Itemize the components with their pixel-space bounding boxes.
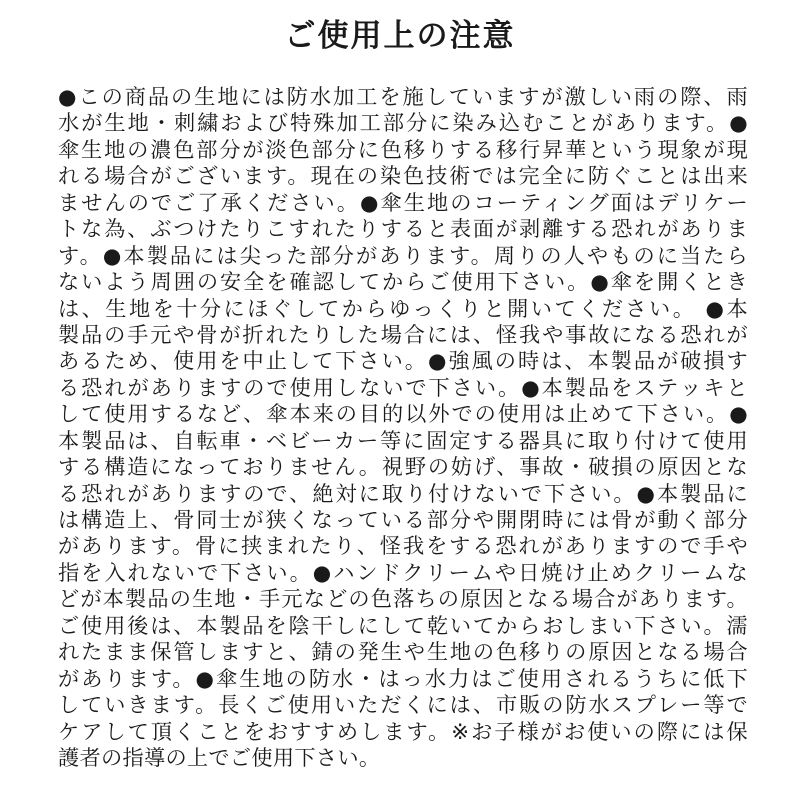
page-title: ご使用上の注意 bbox=[284, 18, 516, 54]
text-line: 傘生地の濃色部分が淡色部分に色移りする移行昇華という現象が現 bbox=[58, 136, 748, 162]
text-line: る恐れがありますので、絶対に取り付けないで下さい。●本製品に bbox=[58, 480, 748, 506]
text-line: していきます。長くご使用いただくには、市販の防水スプレー等で bbox=[58, 692, 748, 718]
text-line: ご使用後は、本製品を陰干しにして乾いてからおしまい下さい。濡 bbox=[58, 612, 748, 638]
text-line: どが本製品の生地・手元などの色落ちの原因となる場合があります。 bbox=[58, 586, 748, 612]
text-line: 指を入れないで下さい。●ハンドクリームや日焼け止めクリームな bbox=[58, 559, 748, 585]
text-line: れたまま保管しますと、錆の発生や生地の色移りの原因となる場合 bbox=[58, 639, 748, 665]
text-line: する構造になっておりません。視野の妨げ、事故・破損の原因とな bbox=[58, 454, 748, 480]
text-line: トな為、ぶつけたりこすれたりすると表面が剥離する恐れがありま bbox=[58, 216, 748, 242]
text-line: ケアして頂くことをおすすめします。※お子様がお使いの際には保 bbox=[58, 718, 748, 744]
text-line: あるため、使用を中止して下さい。●強風の時は、本製品が破損す bbox=[58, 348, 748, 374]
text-line: す。●本製品には尖った部分があります。周りの人やものに当たら bbox=[58, 242, 748, 268]
text-line: があります。●傘生地の防水・はっ水力はご使用されるうちに低下 bbox=[58, 665, 748, 691]
text-line: 水が生地・刺繍および特殊加工部分に染み込むことがあります。● bbox=[58, 110, 748, 136]
text-line: ないよう周囲の安全を確認してからご使用下さい。●傘を開くとき bbox=[58, 269, 748, 295]
text-line: して使用するなど、傘本来の目的以外での使用は止めて下さい。● bbox=[58, 401, 748, 427]
text-line: は、生地を十分にほぐしてからゆっくりと開いてください。 ●本 bbox=[58, 295, 748, 321]
text-line: ませんのでご了承ください。●傘生地のコーティング面はデリケー bbox=[58, 189, 748, 215]
text-line: 製品の手元や骨が折れたりした場合には、怪我や事故になる恐れが bbox=[58, 321, 748, 347]
text-line: は構造上、骨同士が狭くなっている部分や開閉時には骨が動く部分 bbox=[58, 507, 748, 532]
caution-text bbox=[58, 84, 748, 771]
text-line: 本製品は、自転車・ベビーカー等に固定する器具に取り付けて使用 bbox=[58, 427, 748, 453]
text-line: 護者の指導の上でご使用下さい。 bbox=[58, 744, 381, 770]
text-line: る恐れがありますので使用しないで下さい。●本製品をステッキと bbox=[58, 374, 748, 400]
text-line: れる場合がございます。現在の染色技術では完全に防ぐことは出来 bbox=[58, 163, 748, 189]
text-line: ●この商品の生地には防水加工を施していますが激しい雨の際、雨 bbox=[58, 84, 748, 109]
text-line: があります。骨に挟まれたり、怪我をする恐れがありますので手や bbox=[58, 533, 748, 559]
